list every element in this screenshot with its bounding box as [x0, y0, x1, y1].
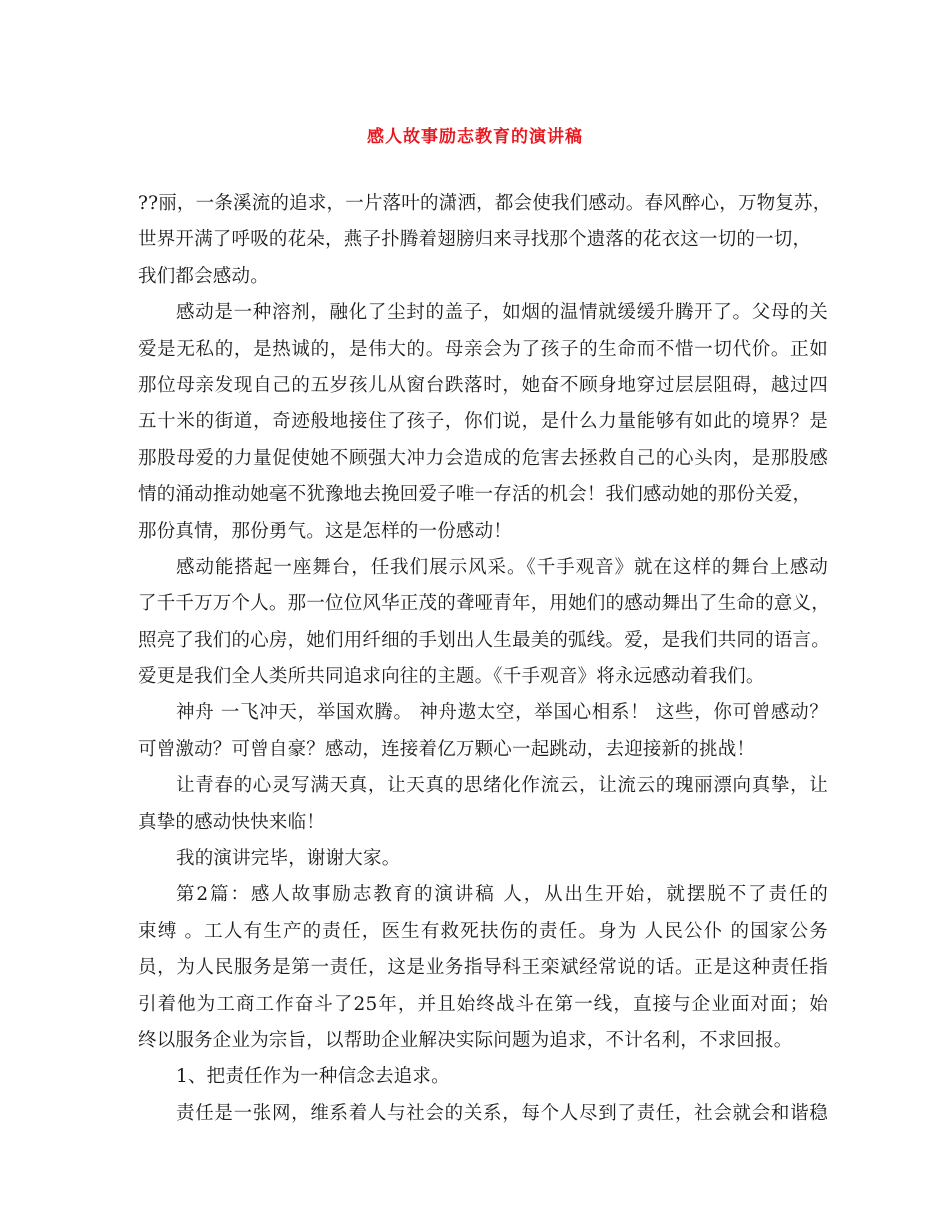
text-line: 员，为人民服务是第一责任，这是业务指导科王栾斌经常说的话。正是这种责任指: [138, 957, 828, 979]
text-line: 感动能搭起一座舞台，任我们展示风采。《千手观音》就在这样的舞台上感动: [176, 556, 828, 578]
text-line: 那位母亲发现自己的五岁孩儿从窗台跌落时，她奋不顾身地穿过层层阻碍，越过四: [138, 374, 828, 396]
text-line: 照亮了我们的心房，她们用纤细的手划出人生最美的弧线。爱，是我们共同的语言。: [138, 629, 830, 651]
text-line: 责任是一张网，维系着人与社会的关系，每个人尽到了责任，社会就会和谐稳: [176, 1102, 828, 1124]
text-line: 了千千万万个人。那一位位风华正茂的聋哑青年，用她们的感动舞出了生命的意义，: [138, 593, 830, 615]
text-line: 情的涌动推动她毫不犹豫地去挽回爱子唯一存活的机会！我们感动她的那份关爱，: [138, 484, 812, 506]
text-line: 引着他为工商工作奋斗了25年，并且始终战斗在第一线，直接与企业面对面；始: [138, 993, 828, 1015]
text-line: 让青春的心灵写满天真，让天真的思绪化作流云，让流云的瑰丽漂向真挚，让: [176, 775, 828, 797]
text-line: 神舟 一飞冲天，举国欢腾。 神舟遨太空，举国心相系！ 这些，你可曾感动？: [176, 702, 828, 724]
text-line: 那份真情，那份勇气。这是怎样的一份感动！: [138, 520, 513, 542]
text-line: 束缚 。工人有生产的责任，医生有救死扶伤的责任。身为 人民公仆 的国家公务: [138, 920, 828, 942]
text-line: 可曾激动？可曾自豪？感动，连接着亿万颗心一起跳动，去迎接新的挑战！: [138, 738, 756, 760]
text-line: ??丽，一条溪流的追求，一片落叶的潇洒，都会使我们感动。春风醉心，万物复苏，: [138, 193, 832, 214]
text-line: 终以服务企业为宗旨，以帮助企业解决实际问题为追求，不计名利，不求回报。: [138, 1029, 793, 1051]
text-line: 爱是无私的，是热诚的，是伟大的。母亲会为了孩子的生命而不惜一切代价。正如: [138, 338, 828, 360]
text-line: 爱更是我们全人类所共同追求向往的主题。《千手观音》将永远感动着我们。: [138, 666, 765, 688]
text-line: 我的演讲完毕，谢谢大家。: [176, 848, 401, 870]
text-line: 世界开满了呼吸的花朵，燕子扑腾着翅膀归来寻找那个遗落的花衣这一切的一切，: [138, 229, 812, 251]
text-line: 第2篇：感人故事励志教育的演讲稿 人，从出生开始，就摆脱不了责任的: [176, 884, 828, 906]
text-line: 真挚的感动快快来临！: [138, 811, 326, 833]
text-line: 1、把责任作为一种信念去追求。: [176, 1066, 450, 1088]
text-line: 我们都会感动。: [138, 265, 269, 287]
text-line: 感动是一种溶剂，融化了尘封的盖子，如烟的温情就缓缓升腾开了。父母的关: [176, 302, 828, 324]
text-line: 那股母爱的力量促使她不顾强大冲力会造成的危害去拯救自己的心头肉，是那股感: [138, 447, 828, 469]
document-title: 感人故事励志教育的演讲稿: [367, 127, 583, 147]
text-line: 五十米的街道，奇迹般地接住了孩子，你们说，是什么力量能够有如此的境界？是: [138, 411, 828, 433]
document-body: [138, 186, 832, 1132]
